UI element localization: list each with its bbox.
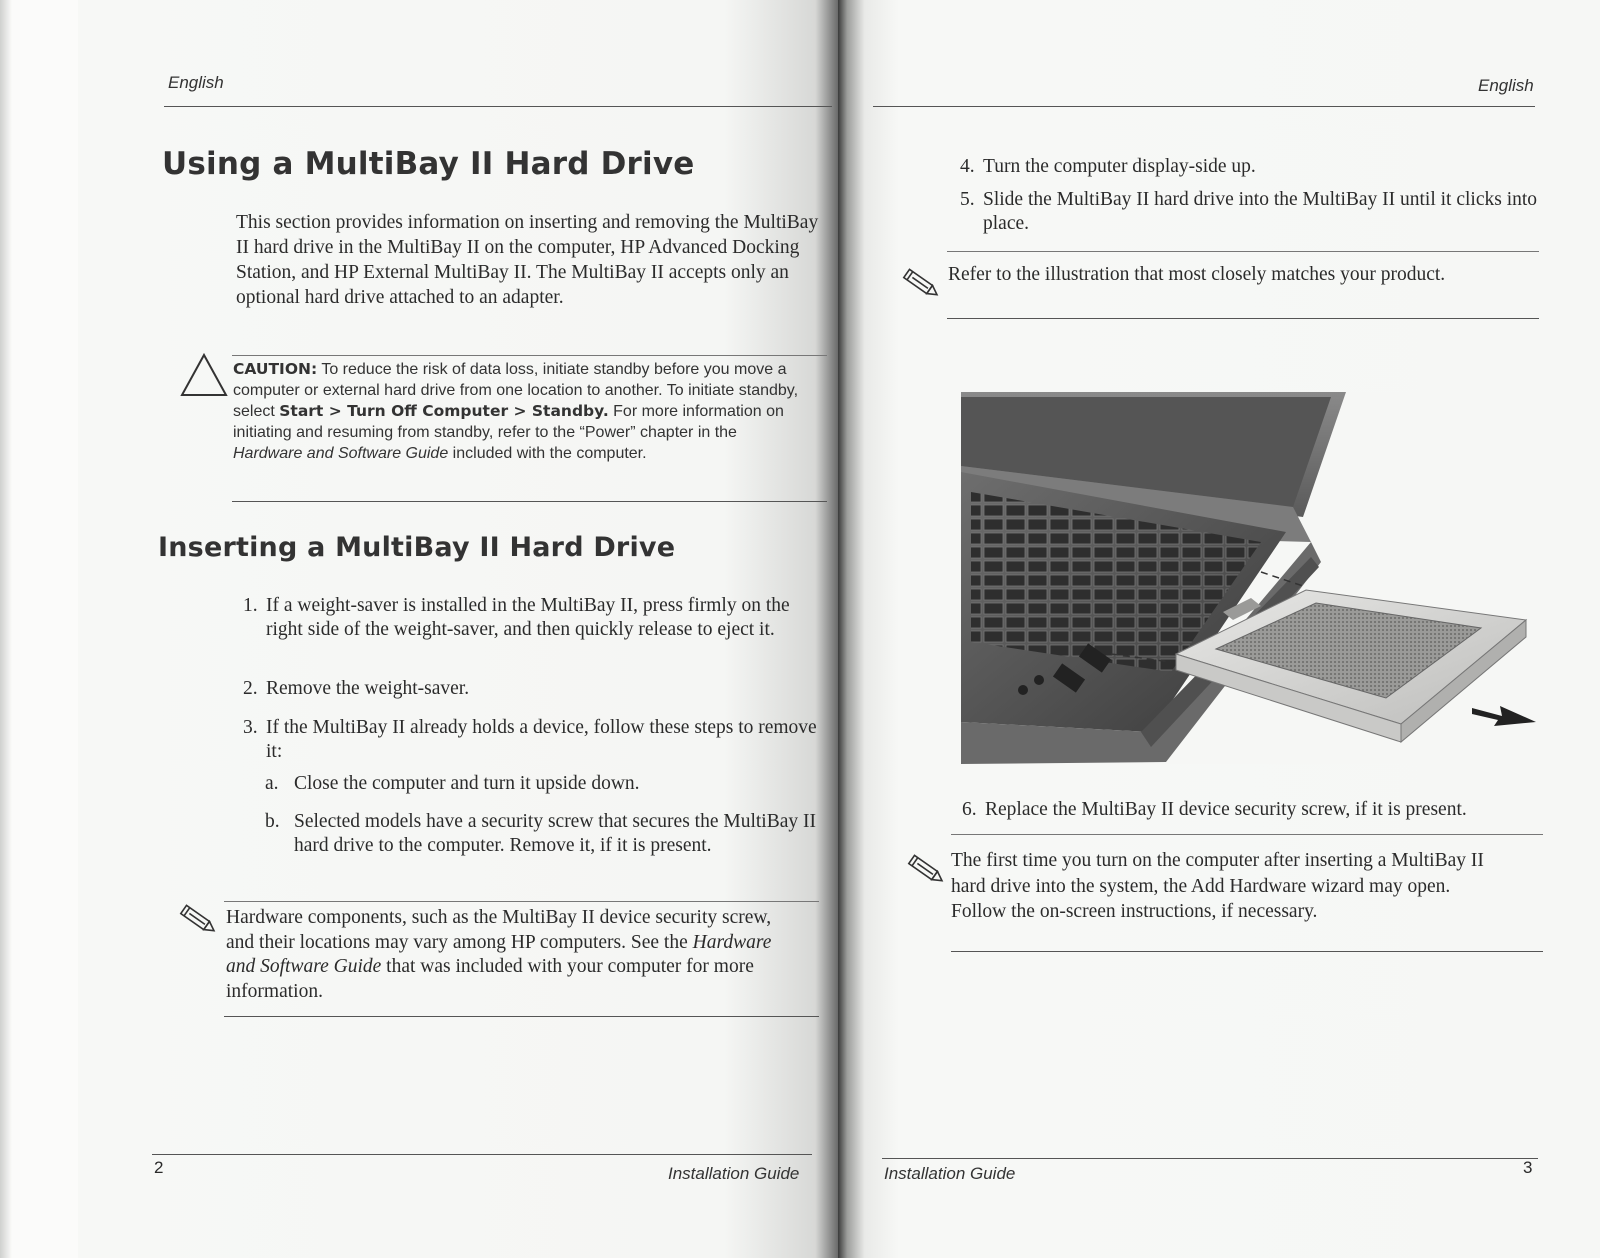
note-top-rule <box>951 834 1543 835</box>
note-pencil-icon <box>897 264 943 304</box>
note-bottom-rule <box>947 318 1539 319</box>
note-illustration: Refer to the illustration that most closely matches your product. <box>948 264 1446 285</box>
page-number: 3 <box>1523 1158 1533 1177</box>
caution-top-rule <box>232 355 827 356</box>
right-running-footer: Installation Guide <box>884 1164 1016 1183</box>
note-hardware: Hardware components, such as the MultiBay II device security screw, and their locations may vary among HP computers. See the Hardware and Software Guide that was included with your computer for more information. <box>226 907 772 1002</box>
book-spread: English Using a MultiBay II Hard Drive This section provides information on inserting and removing the MultiBay II hard drive in the MultiBay II on the computer, HP Advanced Docking Station, and HP External MultiBay II. The MultiBay II accepts only an optional hard drive attached to an adapter. CAUTION: To reduce the risk of data loss, initiate standby before you move a computer or external hard drive from one location to another. To initiate standby, select Start > Turn Off Computer > Standby. For more information on initiating and resuming from standby, refer to the “Power” chapter in the Hardware and Software Guide included with the computer. Inserting a MultiBay II Hard Drive 1. If a weight-saver is installed in the MultiBay II, press firmly on the right side of the weight-saver, and then quickly release to eject it. 2. Remove the weight-saver. 3. If the MultiBay II already holds a device, follow these steps to remove it: a. Close the computer and turn it upside down. b. Selected models have a security screw that secures the MultiBay II hard drive to the computer. Remove it, if it is present. Hardware components, such as the MultiBay II device security screw, and their locations may vary among HP computers. See the Hardware and Software Guide that was included with your computer for more information. 2 Installation Guide English 4. Turn the computer display-side up. 5. Slide the MultiBay II hard drive into the MultiBay II until it clicks into place. Refer to the illustration that most closely matches your product. 6. Replace the MultiBay II device security screw, if it is present. The first time you turn on the computer after inserting a MultiBay II hard drive into the system, the Add Hardware wizard may open. Follow the on-screen instructions, if necessary. Installation Guide 3 <box>0 0 1600 1258</box>
intro-paragraph: This section provides information on inserting and removing the MultiBay II hard drive in the MultiBay II on the computer, HP Advanced Docking Station, and HP External MultiBay II. The MultiBay II accepts only an optional hard drive attached to an adapter. <box>236 212 819 308</box>
left-footer-rule <box>152 1154 812 1155</box>
right-running-header: English <box>1478 76 1534 95</box>
note-bottom-rule <box>951 951 1543 952</box>
note-bottom-rule <box>224 1016 819 1017</box>
right-footer-rule <box>882 1158 1538 1159</box>
right-header-rule <box>873 106 1535 107</box>
menu-path: Start > Turn Off Computer > Standby. <box>279 402 609 420</box>
section-title: Inserting a MultiBay II Hard Drive <box>158 532 676 563</box>
page-title: Using a MultiBay II Hard Drive <box>162 146 695 182</box>
insert-arrow-icon <box>1472 702 1538 730</box>
note-pencil-icon <box>174 900 220 940</box>
caution-triangle-icon <box>179 352 229 398</box>
note-top-rule <box>224 901 819 902</box>
illustration-laptop-multibay <box>961 392 1549 764</box>
left-running-header: English <box>168 73 224 92</box>
page-number: 2 <box>154 1158 164 1177</box>
note-first-time: The first time you turn on the computer after inserting a MultiBay II hard drive into the system, the Add Hardware wizard may open. Follow the on-screen instructions, if necessary. <box>951 850 1484 922</box>
note-top-rule <box>947 251 1539 252</box>
caution-bottom-rule <box>232 501 827 502</box>
left-header-rule <box>164 106 832 107</box>
note-pencil-icon <box>902 850 948 890</box>
caution-block: CAUTION: To reduce the risk of data loss, initiate standby before you move a computer or external hard drive from one location to another. To initiate standby, select Start > Turn Off Computer > Standby. For more information on initiating and resuming from standby, refer to the “Power” chapter in the Hardware and Software Guide included with the computer. <box>233 360 799 462</box>
caution-label: CAUTION: <box>233 360 318 378</box>
guide-title: Hardware and Software Guide <box>226 931 772 977</box>
guide-title: Hardware and Software Guide <box>233 445 449 462</box>
left-running-footer: Installation Guide <box>668 1164 800 1183</box>
